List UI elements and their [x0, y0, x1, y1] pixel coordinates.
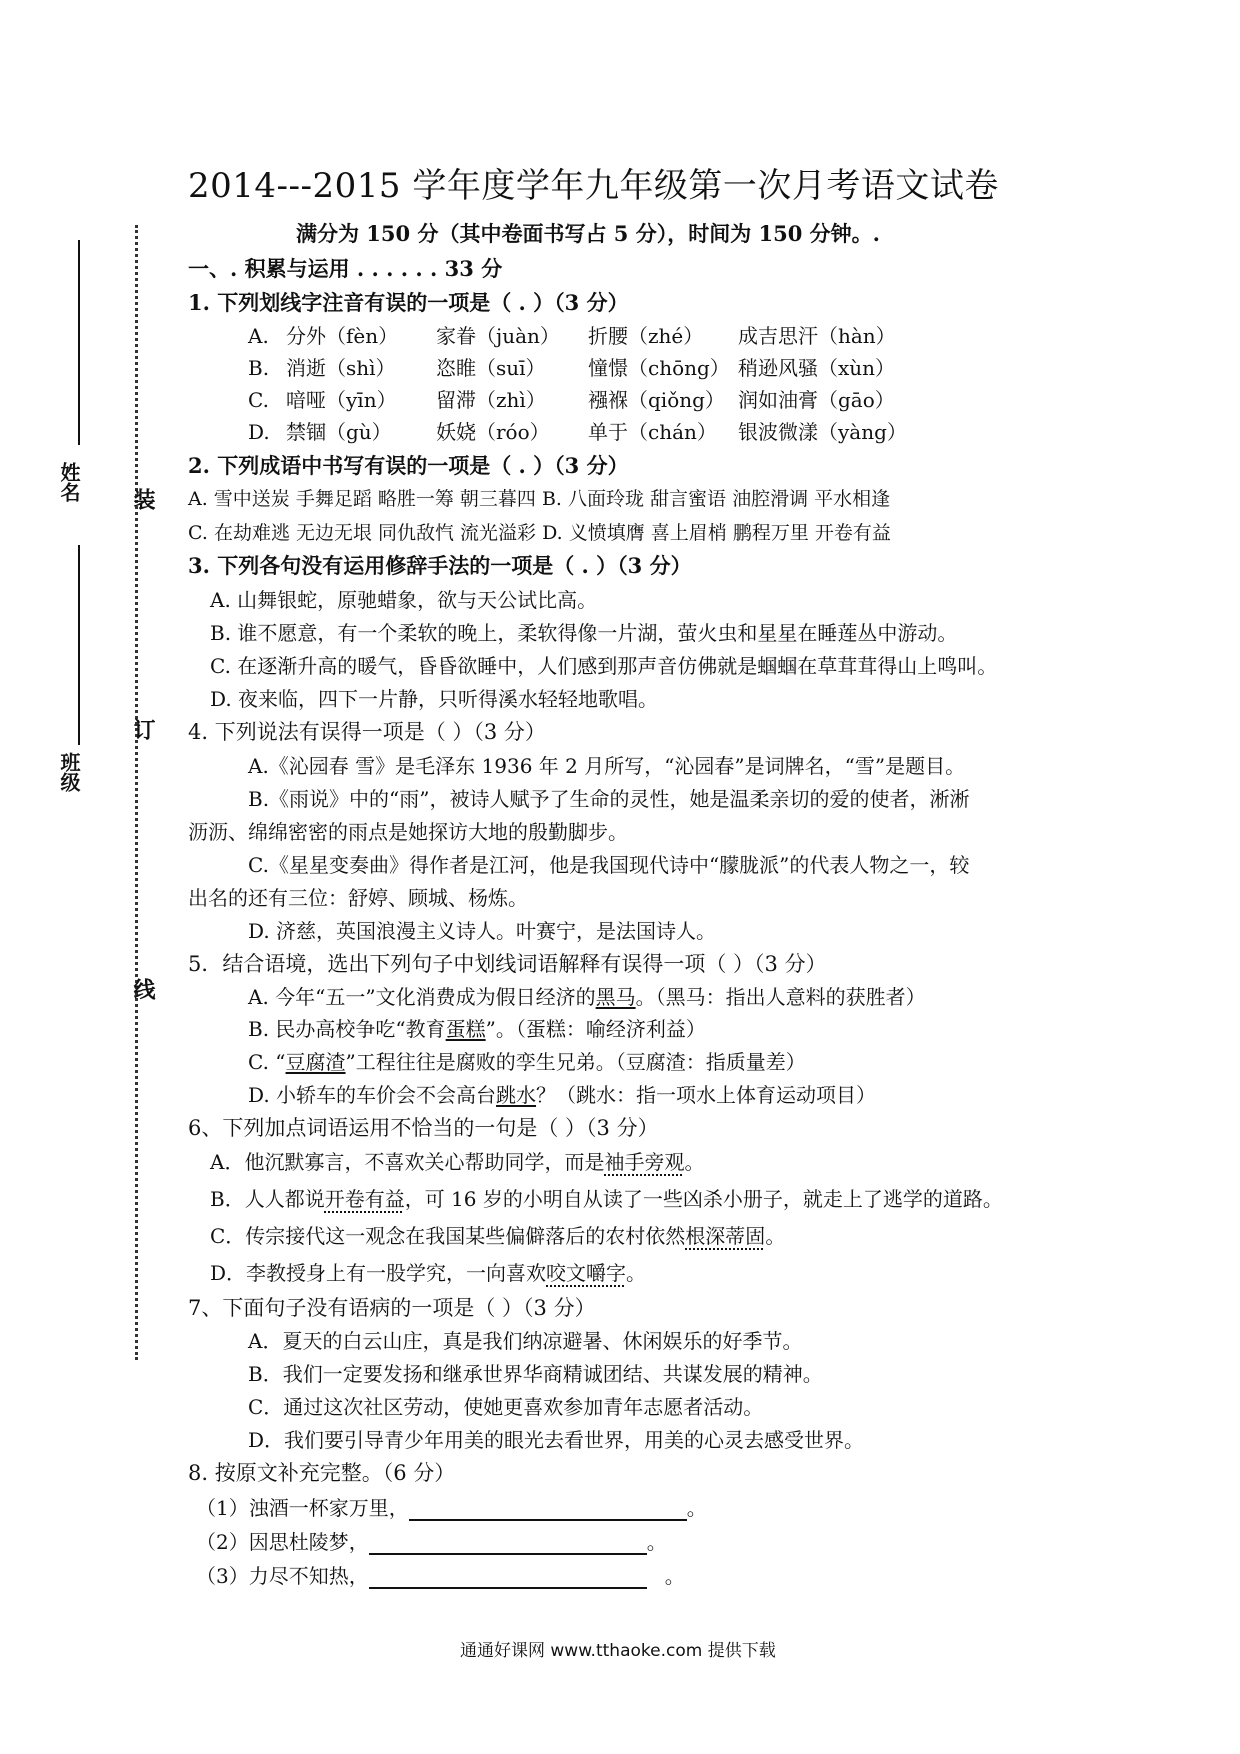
- q6-option-d: [210, 1257, 646, 1286]
- q5-option-c: [248, 1046, 806, 1075]
- q3-option-b: B. 谁不愿意，有一个柔软的晚上，柔软得像一片湖，萤火虫和星星在睡莲丛中游动。: [210, 621, 958, 645]
- q6-option-c: [210, 1220, 785, 1249]
- q1-row-c: [248, 384, 895, 413]
- q5-a-post: 。（黑马：指出人意料的获胜者）: [635, 985, 926, 1009]
- q1-b-item3: 憧憬（chōng）: [588, 356, 730, 380]
- q2-stem: 2. 下列成语中书写有误的一项是（ . ）（3 分）: [188, 453, 629, 478]
- zhuang-label: 装: [130, 488, 156, 510]
- q1-d-item3: 单于（chán）: [588, 420, 717, 444]
- q8-l1-end: 。: [686, 1496, 707, 1520]
- q2-line-ab: A. 雪中送炭 手舞足蹈 略胜一筹 朝三暮四 B. 八面玲珑 甜言蜜语 油腔滑调 平水相逢: [188, 488, 891, 510]
- q7-option-d: D．我们要引导青少年用美的眼光去看世界，用美的心灵去感受世界。: [248, 1428, 865, 1452]
- q5-option-b: [248, 1013, 706, 1042]
- q5-d-post: ？（跳水：指一项水上体育运动项目）: [536, 1083, 877, 1107]
- q1-b-item4: 稍逊风骚（xùn）: [738, 356, 896, 380]
- q1-d-label: D.: [248, 420, 270, 444]
- q4-option-c-line2: 出名的还有三位：舒婷、顾城、杨炼。: [188, 886, 528, 910]
- q3-option-a: A. 山舞银蛇，原驰蜡象，欲与天公试比高。: [210, 588, 598, 612]
- q1-d-item1: 禁锢（gù）: [286, 420, 392, 444]
- q5-d-underlined: 跳水: [496, 1083, 537, 1107]
- footer-credit: 通通好课网 www.tthaoke.com 提供下载: [460, 1641, 776, 1661]
- class-label: 班级: [57, 752, 81, 792]
- q1-c-label: C.: [248, 388, 269, 412]
- q1-a-item3: 折腰（zhé）: [588, 324, 704, 348]
- q6-stem: 6、下列加点词语运用不恰当的一句是（ ）（3 分）: [188, 1116, 659, 1140]
- q8-line-2: [196, 1526, 667, 1555]
- q1-c-item1: 喑哑（yīn）: [286, 388, 397, 412]
- q4-option-b-line1: B.《雨说》中的“雨”，被诗人赋予了生命的灵性，她是温柔亲切的爱的使者，淅淅: [248, 787, 970, 811]
- q5-d-pre: D. 小轿车的车价会不会高台: [248, 1083, 497, 1107]
- q4-option-d: D. 济慈，英国浪漫主义诗人。叶赛宁，是法国诗人。: [248, 919, 717, 943]
- ding-label: 订: [130, 718, 156, 740]
- q5-c-post: ”工程往往是腐败的孪生兄弟。（豆腐渣：指质量差）: [345, 1050, 806, 1074]
- q1-row-d: [248, 416, 907, 445]
- q1-a-label: A.: [248, 324, 269, 348]
- q3-option-d: D. 夜来临，四下一片静，只听得溪水轻轻地歌唱。: [210, 687, 659, 711]
- q7-stem: 7、下面句子没有语病的一项是（ ）（3 分）: [188, 1296, 596, 1320]
- q1-row-b: [248, 352, 895, 381]
- exam-subtitle: 满分为 150 分（其中卷面书写占 5 分），时间为 150 分钟。.: [296, 221, 880, 246]
- q7-option-a: A．夏天的白云山庄，真是我们纳凉避暑、休闲娱乐的好季节。: [248, 1329, 803, 1353]
- page-title: 2014---2015 学年度学年九年级第一次月考语文试卷: [188, 166, 999, 206]
- q6-b-dotted: 开卷有益: [324, 1187, 405, 1211]
- q8-stem: 8. 按原文补充完整。（6 分）: [188, 1461, 456, 1485]
- q4-stem: 4. 下列说法有误得一项是（ ）（3 分）: [188, 720, 546, 744]
- q8-l3-text: （3）力尽不知热，: [196, 1564, 369, 1588]
- q6-option-a: [210, 1146, 704, 1175]
- q3-stem: 3. 下列各句没有运用修辞手法的一项是（ . ）（3 分）: [188, 553, 692, 578]
- q5-stem: 5．结合语境，选出下列句子中划线词语解释有误得一项（ ）（3 分）: [188, 952, 827, 976]
- q1-a-item1: 分外（fèn）: [286, 324, 399, 348]
- q8-l1-blank[interactable]: [409, 1497, 687, 1521]
- q6-a-pre: A．他沉默寡言，不喜欢关心帮助同学，而是: [210, 1150, 605, 1174]
- q3-option-c: C. 在逐渐升高的暖气，昏昏欲睡中，人们感到那声音仿佛就是蝈蝈在草茸茸得山上鸣叫。: [210, 654, 998, 678]
- name-write-line: [78, 240, 80, 445]
- name-label: 姓名: [57, 462, 81, 502]
- q6-c-dotted: 根深蒂固: [685, 1224, 766, 1248]
- q5-option-d: [248, 1079, 876, 1108]
- class-write-line: [78, 545, 80, 745]
- binding-dotted-line: [135, 225, 138, 1360]
- q4-option-a: A.《沁园春 雪》是毛泽东 1936 年 2 月所写，“沁园春”是词牌名，“雪”是题目。: [248, 754, 966, 778]
- q6-d-pre: D．李教授身上有一股学究，一向喜欢: [210, 1261, 547, 1285]
- q6-d-post: 。: [626, 1261, 647, 1285]
- q5-c-underlined: 豆腐渣: [285, 1050, 346, 1074]
- q6-d-dotted: 咬文嚼字: [546, 1261, 627, 1285]
- q6-b-pre: B．人人都说: [210, 1187, 325, 1211]
- q6-option-b: [210, 1183, 1003, 1212]
- q1-b-item1: 消逝（shì）: [286, 356, 396, 380]
- q5-b-pre: B. 民办高校争吃“教育: [248, 1017, 446, 1041]
- q1-b-item2: 恣睢（suī）: [436, 356, 546, 380]
- q6-a-dotted: 袖手旁观: [604, 1150, 685, 1174]
- q8-l2-end: 。: [646, 1530, 667, 1554]
- q5-a-pre: A. 今年“五一”文化消费成为假日经济的: [248, 985, 596, 1009]
- q4-option-c-line1: C.《星星变奏曲》得作者是江河，他是我国现代诗中“朦胧派”的代表人物之一，较: [248, 853, 970, 877]
- q8-line-1: [196, 1492, 707, 1521]
- q8-l3-end: 。: [664, 1564, 685, 1588]
- q1-d-item4: 银波微漾（yàng）: [738, 420, 907, 444]
- q8-l2-blank[interactable]: [369, 1531, 647, 1555]
- q5-a-underlined: 黑马: [595, 985, 636, 1009]
- q1-c-item4: 润如油膏（gāo）: [738, 388, 895, 412]
- section-heading: 一、. 积累与运用 . . . . . . 33 分: [188, 256, 503, 281]
- q6-c-pre: C．传宗接代这一观念在我国某些偏僻落后的农村依然: [210, 1224, 686, 1248]
- q7-option-c: C．通过这次社区劳动，使她更喜欢参加青年志愿者活动。: [248, 1395, 764, 1419]
- q5-b-post: ”。（蛋糕：喻经济利益）: [485, 1017, 706, 1041]
- q8-line-3: [196, 1560, 685, 1589]
- q8-l2-text: （2）因思杜陵梦，: [196, 1530, 369, 1554]
- q1-row-a: [248, 320, 896, 349]
- xian-label: 线: [130, 978, 156, 1000]
- q1-a-item4: 成吉思汗（hàn）: [738, 324, 896, 348]
- q8-l3-blank[interactable]: [369, 1565, 647, 1589]
- q4-option-b-line2: 沥沥、绵绵密密的雨点是她探访大地的殷勤脚步。: [188, 820, 628, 844]
- q6-b-post: ，可 16 岁的小明自从读了一些凶杀小册子，就走上了逃学的道路。: [404, 1187, 1003, 1211]
- q1-c-item2: 留滞（zhì）: [436, 388, 546, 412]
- q5-c-pre: C. “: [248, 1050, 286, 1074]
- q1-d-item2: 妖娆（róo）: [436, 420, 550, 444]
- q6-c-post: 。: [765, 1224, 786, 1248]
- q6-a-post: 。: [684, 1150, 705, 1174]
- q5-b-underlined: 蛋糕: [445, 1017, 486, 1041]
- q7-option-b: B．我们一定要发扬和继承世界华商精诚团结、共谋发展的精神。: [248, 1362, 823, 1386]
- q1-stem: 1. 下列划线字注音有误的一项是（ . ）（3 分）: [188, 290, 629, 315]
- q5-option-a: [248, 981, 926, 1010]
- q1-c-item3: 襁褓（qiǒng）: [588, 388, 725, 412]
- q1-b-label: B.: [248, 356, 270, 380]
- q2-line-cd: C. 在劫难逃 无边无垠 同仇敌忾 流光溢彩 D. 义愤填膺 喜上眉梢 鹏程万里 开卷有益: [188, 522, 891, 544]
- q8-l1-text: （1）浊酒一杯家万里，: [196, 1496, 409, 1520]
- q1-a-item2: 家眷（juàn）: [436, 324, 560, 348]
